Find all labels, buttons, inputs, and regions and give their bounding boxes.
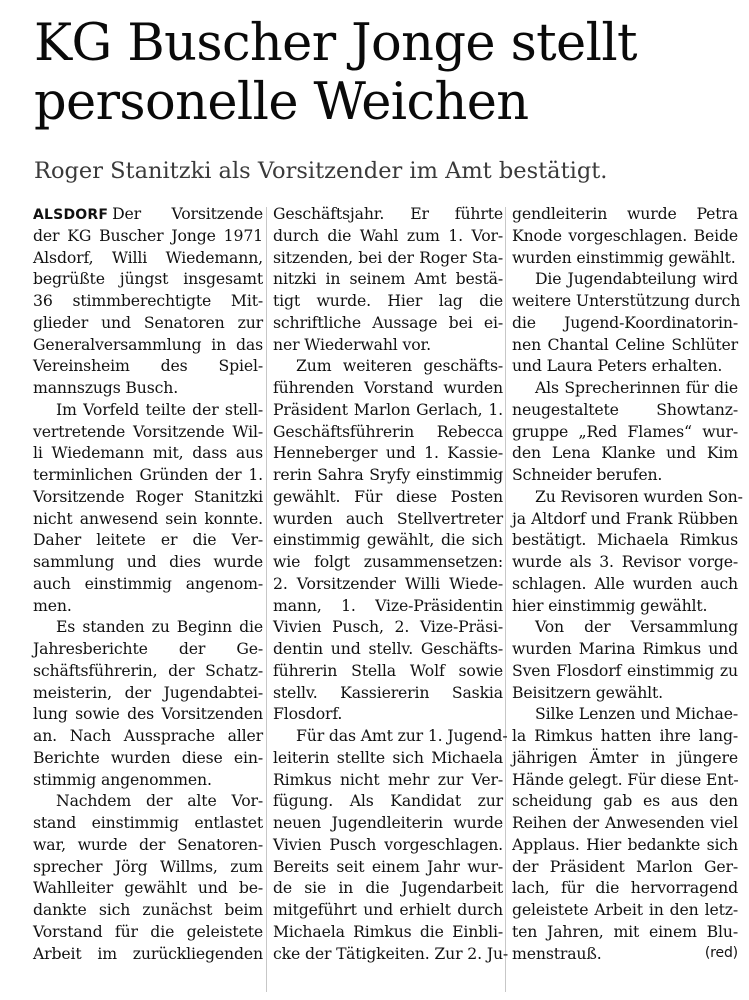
line-text: vertretende Vorsitzende Wil-: [33, 421, 263, 441]
line-text: neugestaltete Showtanz-: [512, 399, 738, 419]
text-line: [273, 877, 503, 899]
column-divider: [266, 207, 267, 992]
text-line: [33, 812, 263, 834]
text-line: [512, 856, 738, 878]
line-text: stand einstimmig entlastet: [33, 813, 263, 832]
line-text: Die Jugendabteilung wird: [535, 269, 738, 289]
text-line: [33, 921, 263, 943]
line-text: Knode vorgeschlagen. Beide: [512, 225, 738, 245]
text-line: [512, 682, 738, 704]
line-text: Vorsitzende Roger Stanitzki: [33, 486, 263, 506]
line-text: Zum weiteren geschäfts-: [296, 356, 503, 376]
text-line: [33, 486, 263, 508]
line-text: Reihen der Anwesenden viel: [512, 813, 738, 832]
line-text: Rimkus nicht mehr zur Ver-: [273, 769, 503, 789]
text-line: [273, 464, 503, 486]
text-line: [33, 508, 263, 530]
line-text: Hände gelegt. Für diese Ent-: [512, 769, 739, 789]
text-line: [273, 790, 503, 812]
text-line: [512, 464, 738, 486]
text-line: [33, 769, 263, 791]
text-line: [512, 203, 738, 225]
text-line: [273, 899, 503, 921]
text-line: [273, 377, 503, 399]
text-line: [512, 508, 738, 530]
line-text: fügung. Als Kandidat zur: [273, 791, 503, 811]
line-text: war, wurde der Senatoren-: [33, 834, 263, 854]
line-text: lung sowie des Vorsitzenden: [33, 704, 263, 724]
line-text: tigt wurde. Hier lag die: [273, 291, 503, 310]
text-line: [33, 660, 263, 682]
line-text: Von der Versammlung: [535, 617, 738, 637]
line-text: der Präsident Marlon Ger-: [512, 856, 738, 876]
line-text: weitere Unterstützung durch: [512, 291, 741, 310]
text-line: [273, 682, 503, 704]
line-text: Berichte wurden diese ein-: [33, 747, 263, 767]
line-text: rerin Sahra Sryfy einstimmig: [273, 465, 503, 484]
text-line: [512, 442, 738, 464]
line-text: einstimmig gewählt, die sich: [273, 530, 503, 550]
text-line: [273, 769, 503, 791]
text-line: [273, 355, 503, 377]
line-text: menstrauß.: [512, 943, 602, 963]
line-text: Als Sprecherinnen für die: [535, 378, 738, 397]
text-line: [273, 508, 503, 530]
text-line: [33, 616, 263, 638]
line-text: schriftliche Aussage bei ei-: [273, 312, 503, 332]
line-text: begrüßte jüngst insgesamt: [33, 269, 263, 289]
line-text: glieder und Senatoren zur: [33, 312, 263, 332]
text-line: [33, 877, 263, 899]
text-line: [512, 877, 738, 899]
author-signoff: (red): [704, 944, 738, 961]
text-line: [273, 290, 503, 312]
text-line: [512, 551, 738, 573]
text-line: [273, 268, 503, 290]
text-line: [512, 812, 738, 834]
line-text: Daher leitete er die Ver-: [33, 530, 263, 550]
text-line: [33, 725, 263, 747]
text-line: [33, 355, 263, 377]
text-line: [33, 682, 263, 704]
line-text: gruppe „Red Flames“ wur-: [512, 421, 738, 441]
line-text: dankte sich zunächst beim: [33, 900, 263, 919]
text-line: [512, 486, 743, 508]
line-text: sprecher Jörg Willms, zum: [33, 856, 263, 876]
text-line: [273, 703, 503, 725]
text-line: [512, 747, 738, 769]
line-text: scheidung gab es aus den: [512, 791, 738, 811]
line-text: Flosdorf.: [273, 704, 343, 724]
text-line: [512, 899, 738, 921]
line-text: Es standen zu Beginn die: [56, 617, 263, 637]
text-line: [512, 725, 738, 747]
article-column-3: [512, 203, 743, 964]
text-line: [33, 856, 263, 878]
subheadline: Roger Stanitzki als Vorsitzender im Amt bestätigt.: [34, 158, 608, 184]
line-text: Silke Lenzen und Michae-: [535, 704, 738, 724]
line-text: die Jugend-Koordinatorin-: [512, 312, 738, 332]
line-text: Präsident Marlon Gerlach, 1.: [273, 399, 503, 419]
line-text: ja Altdorf und Frank Rübben: [512, 508, 738, 528]
text-line: [512, 334, 738, 356]
text-line: [512, 638, 738, 660]
line-text: jährigen Ämter in jüngere: [512, 747, 738, 767]
text-line: [273, 486, 503, 508]
text-line: [33, 334, 263, 356]
line-text: Für das Amt zur 1. Jugend-: [296, 726, 508, 745]
text-line: [273, 747, 503, 769]
line-text: dentin und stellv. Geschäfts-: [273, 639, 503, 658]
line-text: stimmig angenommen.: [33, 769, 212, 789]
text-line: [33, 529, 263, 551]
line-text: Vivien Pusch, 2. Vize-Präsi-: [273, 617, 503, 637]
line-text: meisterin, der Jugendabtei-: [33, 682, 263, 702]
text-line: [512, 834, 738, 856]
text-line: [33, 399, 263, 421]
line-text: mann, 1. Vize-Präsidentin: [273, 595, 503, 615]
line-text: Zu Revisoren wurden Son-: [535, 486, 743, 506]
text-line: [33, 638, 263, 660]
line-text: 36 stimmberechtigte Mit-: [33, 291, 263, 310]
text-line: [273, 399, 503, 421]
line-text: durch die Wahl zum 1. Vor-: [273, 225, 503, 245]
text-line: [33, 790, 263, 812]
column-divider: [505, 207, 506, 992]
text-line: [273, 616, 503, 638]
text-line: [273, 660, 503, 682]
line-text: führerin Stella Wolf sowie: [273, 660, 503, 680]
line-text: Applaus. Hier bedankte sich: [512, 834, 738, 854]
text-line: [33, 377, 263, 399]
line-text: Vivien Pusch vorgeschlagen.: [273, 834, 503, 854]
line-text: Nachdem der alte Vor-: [56, 791, 263, 811]
line-text: lach, für die hervorragend: [512, 878, 738, 898]
line-text: der KG Buscher Jonge 1971: [33, 225, 263, 245]
line-text: Im Vorfeld teilte der stell-: [56, 399, 263, 419]
line-text: la Rimkus hatten ihre lang-: [512, 726, 738, 745]
text-line: [273, 551, 503, 573]
text-line: [512, 769, 738, 791]
line-text: li Wiedemann mit, dass aus: [33, 443, 263, 463]
line-text: Henneberger und 1. Kassie-: [273, 443, 503, 463]
text-line: [273, 638, 503, 660]
line-text: führenden Vorstand wurden: [273, 378, 503, 397]
line-text: Michaela Rimkus die Einbli-: [273, 921, 503, 941]
line-text: Geschäftsführerin Rebecca: [273, 421, 503, 441]
text-line: [512, 529, 738, 551]
text-line: [512, 790, 738, 812]
line-text: Wahlleiter gewählt und be-: [33, 878, 263, 898]
text-line: [33, 551, 263, 573]
line-text: gewählt. Für diese Posten: [273, 486, 503, 506]
text-line: [33, 312, 263, 334]
line-text: stellv. Kassiererin Saskia: [273, 682, 503, 702]
text-line: [33, 203, 263, 225]
line-text: leiterin stellte sich Michaela: [273, 747, 503, 767]
text-line: [512, 703, 738, 725]
line-text: 2. Vorsitzender Willi Wiede-: [273, 573, 503, 593]
text-line: [512, 290, 741, 312]
text-line: [33, 595, 263, 617]
line-text: mannszugs Busch.: [33, 378, 179, 397]
text-line: [512, 421, 738, 443]
line-text: Schneider berufen.: [512, 465, 663, 484]
text-line: [33, 899, 263, 921]
headline-line-2: personelle Weichen: [34, 73, 529, 132]
line-text: men.: [33, 595, 72, 615]
line-text: ten Jahren, mit einem Blu-: [512, 921, 738, 941]
text-line: [33, 834, 263, 856]
line-text: Jahresberichte der Ge-: [33, 639, 263, 658]
text-line: [273, 529, 503, 551]
text-line: [512, 921, 738, 943]
dateline: ALSDORF: [33, 207, 109, 223]
text-line: [512, 377, 738, 399]
text-line: [33, 268, 263, 290]
text-line: [512, 660, 738, 682]
text-line: [273, 812, 503, 834]
text-line: [273, 595, 503, 617]
text-line: [273, 225, 503, 247]
text-line: [512, 616, 738, 638]
line-text: auch einstimmig angenom-: [33, 573, 263, 593]
line-text: Beisitzern gewählt.: [512, 682, 664, 702]
text-line: [512, 399, 738, 421]
text-line: [273, 203, 503, 225]
headline-line-1: KG Buscher Jonge stellt: [34, 14, 637, 73]
text-line: [273, 573, 503, 595]
line-text: cke der Tätigkeiten. Zur 2. Ju-: [273, 943, 509, 963]
text-line: [273, 856, 503, 878]
text-line: [33, 421, 263, 443]
text-line: [512, 595, 738, 617]
line-text: wurden Marina Rimkus und: [512, 639, 738, 658]
line-text: nicht anwesend sein konnte.: [33, 508, 263, 528]
text-line: [512, 355, 738, 377]
text-line: [33, 703, 263, 725]
line-text: wurden auch Stellvertreter: [273, 508, 503, 528]
text-line: [33, 943, 263, 965]
line-text: neuen Jugendleiterin wurde: [273, 813, 503, 832]
line-text: terminlichen Gründen der 1.: [33, 465, 263, 484]
text-line: [273, 834, 503, 856]
article-column-1: [33, 203, 263, 964]
text-line: [512, 943, 738, 965]
article-column-2: [273, 203, 509, 964]
line-text: sitzenden, bei der Roger Sta-: [273, 247, 503, 267]
line-text: Arbeit im zurückliegenden: [33, 943, 263, 963]
line-text: Der Vorsitzende: [112, 204, 263, 223]
text-line: [33, 464, 263, 486]
headline: [34, 14, 739, 132]
text-line: [273, 421, 503, 443]
line-text: schlagen. Alle wurden auch: [512, 573, 738, 593]
line-text: Generalversammlung in das: [33, 334, 263, 354]
text-line: [512, 247, 738, 269]
line-text: geleistete Arbeit in den letz-: [512, 900, 738, 919]
text-line: [273, 725, 508, 747]
line-text: sammlung und dies wurde: [33, 552, 263, 571]
line-text: mitgeführt und erhielt durch: [273, 900, 503, 919]
line-text: nen Chantal Celine Schlüter: [512, 334, 738, 354]
text-line: [512, 312, 738, 334]
text-line: [273, 334, 503, 356]
line-text: Geschäftsjahr. Er führte: [273, 204, 503, 223]
text-line: [273, 921, 503, 943]
text-line: [33, 290, 263, 312]
line-text: Vorstand für die geleistete: [33, 921, 263, 941]
line-text: schäftsführerin, der Schatz-: [33, 660, 263, 680]
line-text: wurden einstimmig gewählt.: [512, 247, 736, 267]
line-text: gendleiterin wurde Petra: [512, 204, 738, 223]
line-text: Vereinsheim des Spiel-: [33, 356, 263, 376]
text-line: [273, 943, 509, 965]
line-text: Alsdorf, Willi Wiedemann,: [33, 247, 263, 267]
line-text: bestätigt. Michaela Rimkus: [512, 530, 738, 550]
text-line: [512, 268, 738, 290]
line-text: Bereits seit einem Jahr wur-: [273, 856, 503, 876]
text-line: [273, 312, 503, 334]
text-line: [33, 747, 263, 769]
line-text: ner Wiederwahl vor.: [273, 334, 431, 354]
line-text: an. Nach Aussprache aller: [33, 726, 263, 745]
text-line: [33, 573, 263, 595]
text-line: [33, 442, 263, 464]
text-line: [33, 225, 263, 247]
line-text: den Lena Klanke und Kim: [512, 443, 738, 463]
line-text: hier einstimmig gewählt.: [512, 595, 708, 615]
line-text: nitzki in seinem Amt bestä-: [273, 269, 503, 289]
text-line: [273, 247, 503, 269]
text-line: [33, 247, 263, 269]
text-line: [273, 442, 503, 464]
text-line: [512, 225, 738, 247]
line-text: de sie in die Jugendarbeit: [273, 878, 503, 898]
line-text: wurde als 3. Revisor vorge-: [512, 552, 738, 571]
text-line: [512, 573, 738, 595]
line-text: Sven Flosdorf einstimmig zu: [512, 660, 738, 680]
line-text: wie folgt zusammensetzen:: [273, 552, 503, 571]
line-text: und Laura Peters erhalten.: [512, 356, 723, 376]
